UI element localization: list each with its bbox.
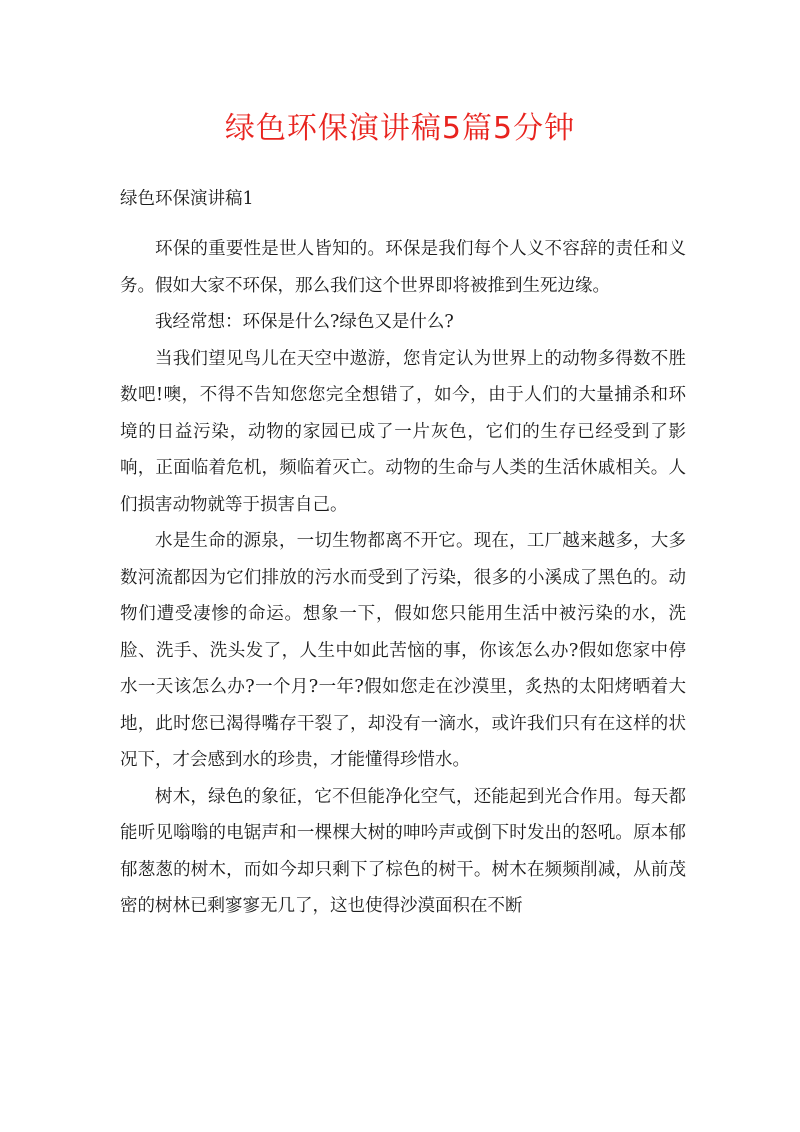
paragraph: 我经常想：环保是什么?绿色又是什么? <box>155 312 454 332</box>
paragraph: 环保的重要性是世人皆知的。环保是我们每个人义不容辞的责任和义务。假如大家不环保，那么我们这个世界即将被推到生死边缘。 <box>120 239 686 296</box>
paragraph: 当我们望见鸟儿在天空中遨游，您肯定认为世界上的动物多得数不胜数吧!噢，不得不告知您您完全想错了，如今，由于人们的大量捕杀和环境的日益污染，动物的家园已成了一片灰色，它们的生存已经受到了影响，正面临着危机，频临着灭亡。动物的生命与人类的生活休戚相关。人们损害动物就等于损害自己。 <box>120 348 686 515</box>
paragraph: 水是生命的源泉，一切生物都离不开它。现在，工厂越来越多，大多数河流都因为它们排放的污水而受到了污染，很多的小溪成了黑色的。动物们遭受凄惨的命运。想象一下，假如您只能用生活中被污染的水，洗脸、洗手、洗头发了，人生中如此苦恼的事，你该怎么办?假如您家中停水一天该怎么办?一个月?一年?假如您走在沙漠里，炙热的太阳烤晒着大地，此时您已渴得嘴存干裂了，却没有一滴水，或许我们只有在这样的状况下，才会感到水的珍贵，才能懂得珍惜水。 <box>120 531 686 770</box>
paragraph: 树木，绿色的象征，它不但能净化空气，还能起到光合作用。每天都能听见嗡嗡的电锯声和一棵棵大树的呻吟声或倒下时发出的怒吼。原本郁郁葱葱的树木，而如今却只剩下了棕色的树干。树木在频频削减，从前茂密的树林已剩寥寥无几了，这也使得沙漠面积在不断 <box>120 786 686 916</box>
section-heading: 绿色环保演讲稿1 <box>120 189 254 209</box>
document-body <box>120 231 686 925</box>
document-title: 绿色环保演讲稿5篇5分钟 <box>224 111 576 146</box>
